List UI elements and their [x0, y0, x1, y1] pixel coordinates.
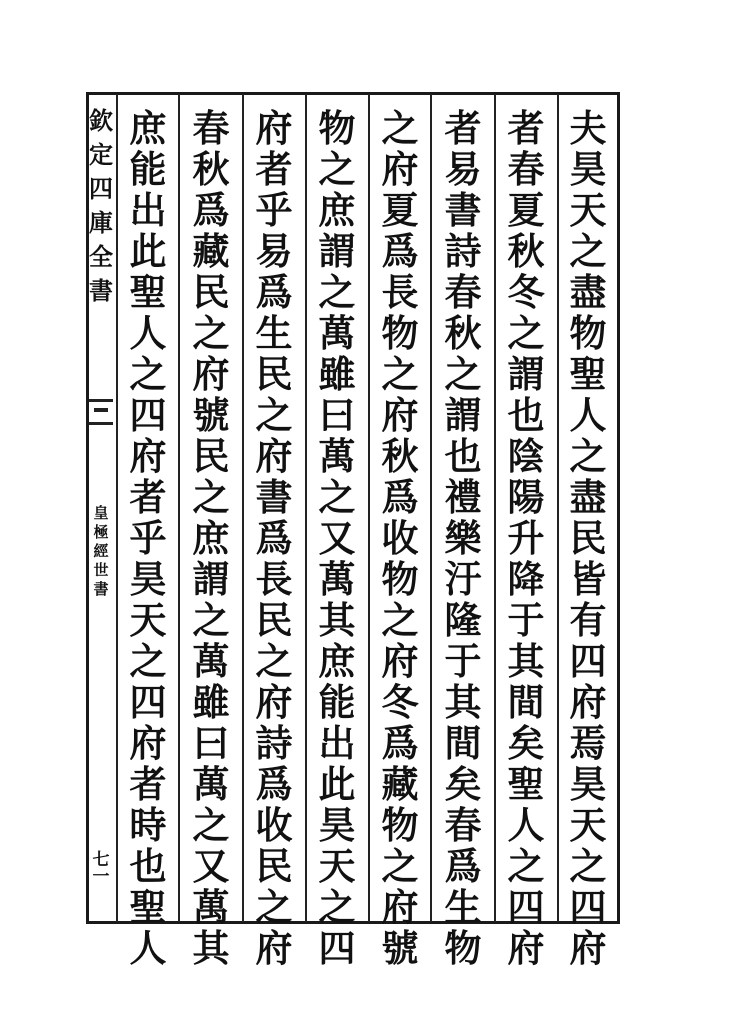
- character: 藏: [381, 762, 419, 806]
- character: 萬: [318, 557, 356, 601]
- character: 盡: [569, 270, 607, 314]
- character: 書: [93, 580, 109, 598]
- character: 乎: [255, 188, 293, 232]
- character: 人: [507, 803, 545, 847]
- character: 全: [89, 242, 113, 271]
- character: 民: [255, 352, 293, 396]
- character: 此: [129, 229, 167, 273]
- character: 陽: [507, 475, 545, 519]
- character: 曰: [192, 721, 230, 765]
- character: 汙: [444, 557, 482, 601]
- character: 收: [381, 516, 419, 560]
- character: 矣: [507, 721, 545, 765]
- text-column-3: [437, 106, 489, 970]
- character: 于: [444, 639, 482, 683]
- character: 冬: [381, 680, 419, 724]
- character: 矣: [444, 762, 482, 806]
- character: 之: [318, 270, 356, 314]
- column-rule: [368, 94, 370, 922]
- character: 昊: [129, 557, 167, 601]
- character: 詩: [444, 229, 482, 273]
- character: 之: [255, 885, 293, 929]
- character: 世: [93, 561, 109, 579]
- character: 其: [318, 598, 356, 642]
- character: 府: [255, 926, 293, 970]
- character: 長: [381, 270, 419, 314]
- character: 物: [381, 803, 419, 847]
- character: 庶: [318, 188, 356, 232]
- character: 庶: [318, 639, 356, 683]
- character: 春: [444, 270, 482, 314]
- character: 者: [129, 475, 167, 519]
- character: 四: [129, 393, 167, 437]
- character: 夏: [507, 188, 545, 232]
- character: 之: [381, 352, 419, 396]
- character: 之: [318, 147, 356, 191]
- character: 物: [569, 311, 607, 355]
- character: 之: [318, 885, 356, 929]
- character: 陰: [507, 434, 545, 478]
- character: 能: [129, 147, 167, 191]
- character: 之: [381, 598, 419, 642]
- character: 七: [92, 850, 110, 870]
- character: 出: [129, 188, 167, 232]
- banxin-strip: [86, 94, 116, 922]
- character: 聖: [129, 270, 167, 314]
- character: 爲: [381, 721, 419, 765]
- character: 升: [507, 516, 545, 560]
- banxin-section-title: [86, 504, 116, 674]
- character: 人: [129, 311, 167, 355]
- character: 物: [381, 311, 419, 355]
- character: 謂: [318, 229, 356, 273]
- character: 生: [255, 311, 293, 355]
- character: 之: [192, 311, 230, 355]
- character: 之: [255, 393, 293, 437]
- character: 之: [569, 434, 607, 478]
- character: 爲: [381, 475, 419, 519]
- character: 夫: [569, 106, 607, 150]
- character: 盡: [569, 475, 607, 519]
- character: 禮: [444, 475, 482, 519]
- character: 者: [255, 147, 293, 191]
- character: 間: [507, 680, 545, 724]
- character: 爲: [255, 762, 293, 806]
- character: 萬: [318, 311, 356, 355]
- character: 之: [507, 311, 545, 355]
- character: 天: [318, 844, 356, 888]
- character: 庫: [89, 208, 113, 237]
- character: 爲: [381, 229, 419, 273]
- banxin-title: [86, 104, 116, 394]
- character: 之: [569, 229, 607, 273]
- character: 聖: [129, 885, 167, 929]
- text-column-4: [374, 106, 426, 970]
- character: 其: [444, 680, 482, 724]
- character: 書: [89, 276, 113, 305]
- character: 民: [192, 270, 230, 314]
- character: 爲: [444, 844, 482, 888]
- character: 四: [129, 680, 167, 724]
- character: 爲: [255, 270, 293, 314]
- character: 府: [569, 926, 607, 970]
- character: 雖: [192, 680, 230, 724]
- character: 者: [129, 762, 167, 806]
- character: 詩: [255, 721, 293, 765]
- character: 府: [569, 680, 607, 724]
- column-rule: [494, 94, 496, 922]
- fish-tail-mark: [89, 399, 113, 425]
- character: 曰: [318, 393, 356, 437]
- character: 其: [507, 639, 545, 683]
- character: 經: [93, 542, 109, 560]
- character: 于: [507, 598, 545, 642]
- character: 也: [129, 844, 167, 888]
- character: 人: [569, 393, 607, 437]
- character: 之: [444, 352, 482, 396]
- character: 樂: [444, 516, 482, 560]
- character: 也: [507, 393, 545, 437]
- character: 物: [444, 926, 482, 970]
- character: 天: [569, 803, 607, 847]
- character: 又: [192, 844, 230, 888]
- character: 萬: [318, 434, 356, 478]
- character: 四: [569, 639, 607, 683]
- character: 爲: [255, 516, 293, 560]
- character: 定: [89, 140, 113, 169]
- character: 聖: [569, 352, 607, 396]
- character: 之: [381, 844, 419, 888]
- character: 昊: [569, 147, 607, 191]
- character: 府: [381, 393, 419, 437]
- character: 生: [444, 885, 482, 929]
- text-column-7: [185, 106, 237, 970]
- character: 謂: [192, 557, 230, 601]
- character: 春: [444, 803, 482, 847]
- character: 人: [129, 926, 167, 970]
- character: 之: [192, 803, 230, 847]
- character: 乎: [129, 516, 167, 560]
- character: 天: [569, 188, 607, 232]
- character: 間: [444, 721, 482, 765]
- column-rule: [242, 94, 244, 922]
- character: 謂: [444, 393, 482, 437]
- character: 之: [381, 106, 419, 150]
- character: 庶: [129, 106, 167, 150]
- character: 冬: [507, 270, 545, 314]
- character: 府: [381, 885, 419, 929]
- character: 物: [318, 106, 356, 150]
- character: 物: [381, 557, 419, 601]
- character: 昊: [318, 803, 356, 847]
- text-column-2: [500, 106, 552, 970]
- column-rule: [178, 94, 180, 922]
- text-column-1: [562, 106, 614, 970]
- column-rule: [305, 94, 307, 922]
- column-rule: [116, 94, 118, 922]
- character: 焉: [569, 721, 607, 765]
- character: 民: [255, 598, 293, 642]
- character: 出: [318, 721, 356, 765]
- character: 府: [507, 926, 545, 970]
- character: 書: [444, 188, 482, 232]
- character: 府: [255, 434, 293, 478]
- character: 夏: [381, 188, 419, 232]
- character: 收: [255, 803, 293, 847]
- column-rule: [430, 94, 432, 922]
- character: 能: [318, 680, 356, 724]
- character: 萬: [192, 885, 230, 929]
- character: 皇: [93, 504, 109, 522]
- character: 號: [381, 926, 419, 970]
- character: 時: [129, 803, 167, 847]
- character: 秋: [381, 434, 419, 478]
- character: 其: [192, 926, 230, 970]
- character: 聖: [507, 762, 545, 806]
- character: 號: [192, 393, 230, 437]
- character: 民: [192, 434, 230, 478]
- character: 者: [444, 106, 482, 150]
- character: 昊: [569, 762, 607, 806]
- character: 之: [255, 639, 293, 683]
- character: 府: [381, 147, 419, 191]
- character: 春: [192, 106, 230, 150]
- character: 四: [507, 885, 545, 929]
- character: 天: [129, 598, 167, 642]
- character: 有: [569, 598, 607, 642]
- character: 之: [129, 639, 167, 683]
- character: 又: [318, 516, 356, 560]
- character: 民: [569, 516, 607, 560]
- character: 四: [318, 926, 356, 970]
- character: 隆: [444, 598, 482, 642]
- character: 府: [192, 352, 230, 396]
- character: 之: [569, 844, 607, 888]
- character: 書: [255, 475, 293, 519]
- character: 者: [507, 106, 545, 150]
- character: 萬: [192, 762, 230, 806]
- character: 萬: [192, 639, 230, 683]
- character: 四: [569, 885, 607, 929]
- character: 皆: [569, 557, 607, 601]
- character: 藏: [192, 229, 230, 273]
- character: 四: [89, 174, 113, 203]
- banxin-page-number: [86, 852, 116, 886]
- character: 春: [507, 147, 545, 191]
- character: 庶: [192, 516, 230, 560]
- character: 易: [444, 147, 482, 191]
- character: 此: [318, 762, 356, 806]
- character: 民: [255, 844, 293, 888]
- character: 秋: [507, 229, 545, 273]
- character: 之: [192, 475, 230, 519]
- character: 之: [129, 352, 167, 396]
- character: 秋: [444, 311, 482, 355]
- character: 易: [255, 229, 293, 273]
- character: 長: [255, 557, 293, 601]
- character: 之: [507, 844, 545, 888]
- character: 之: [318, 475, 356, 519]
- character: 府: [129, 721, 167, 765]
- text-column-5: [311, 106, 363, 970]
- character: 爲: [192, 188, 230, 232]
- column-rule: [557, 94, 559, 922]
- character: 欽: [89, 106, 113, 135]
- character: 降: [507, 557, 545, 601]
- character: 秋: [192, 147, 230, 191]
- character: 雖: [318, 352, 356, 396]
- text-column-8: [122, 106, 174, 970]
- character: 之: [192, 598, 230, 642]
- character: 極: [93, 523, 109, 541]
- character: 也: [444, 434, 482, 478]
- character: 府: [129, 434, 167, 478]
- character: 一: [92, 867, 110, 887]
- character: 謂: [507, 352, 545, 396]
- character: 府: [255, 106, 293, 150]
- character: 府: [381, 639, 419, 683]
- text-column-6: [248, 106, 300, 970]
- character: 府: [255, 680, 293, 724]
